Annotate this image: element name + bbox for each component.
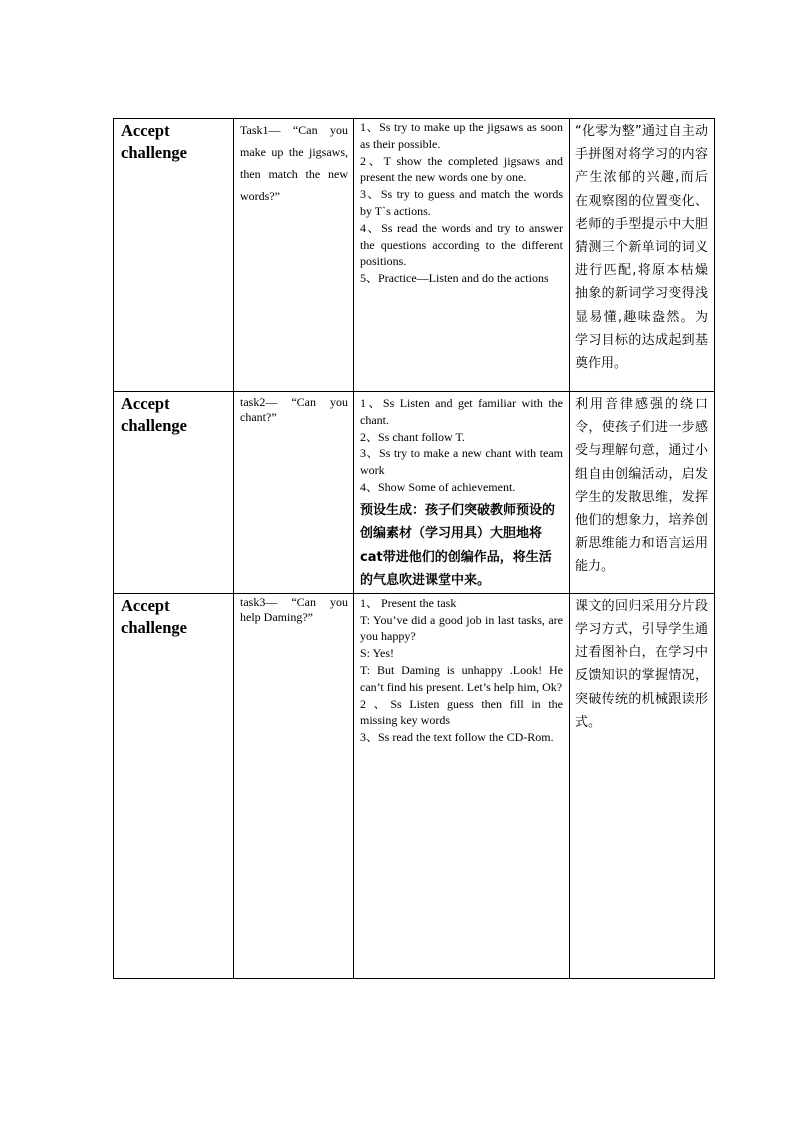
task-cell (234, 119, 354, 392)
step-item: 1、Ss try to make up the jigsaws as soon as their possible. (360, 120, 563, 151)
step-item: 3、Ss try to make a new chant with team work (360, 446, 563, 478)
design-intent: 课文的回归采用分片段学习方式，引导学生通过看图补白，在学习中反馈知识的掌握情况，突破传统的机械跟读形式。 (575, 598, 708, 730)
task-cell (234, 593, 354, 978)
step-item: T: You’ve did a good job in last tasks, are you happy? (360, 612, 563, 644)
step-item: T: But Daming is unhappy .Look! He can’t find his present. Let’s help him, Ok? (360, 662, 563, 694)
step-item: 2、Ss chant follow T. (360, 429, 465, 444)
table-row (114, 392, 715, 594)
lesson-plan-table (113, 118, 715, 979)
task-cell (234, 392, 354, 594)
steps-cell (354, 593, 570, 978)
stage-cell (114, 593, 234, 978)
reason-cell (570, 119, 715, 392)
step-item: 3、Ss try to guess and match the words by T`s actions. (360, 187, 563, 218)
reason-cell (570, 392, 715, 594)
task-title: task3— “Can you help Daming?” (240, 594, 348, 624)
step-item: 5、Practice—Listen and do the actions (360, 271, 549, 286)
step-item: 2、T show the completed jigsaws and present the new words one by one. (360, 153, 563, 185)
design-intent: “化零为整”通过自主动手拼图对将学习的内容产生浓郁的兴趣,而后在观察图的位置变化、老师的手型提示中大胆猜测三个新单词的词义进行匹配,将原本枯燥抽象的新词学习变得浅显易懂,趣味盎然。为学习目标的达成起到基奠作用。 (575, 124, 708, 372)
stage-label: Accept challenge (121, 121, 187, 162)
table-row (114, 119, 715, 392)
task-title: Task1— “Can you make up the jigsaws, then match the new words?” (240, 123, 348, 203)
steps-cell (354, 119, 570, 392)
step-item: 1、 Present the task (360, 595, 457, 610)
stage-cell (114, 392, 234, 594)
step-item: 2 、Ss Listen guess then fill in the missing key words (360, 696, 563, 728)
step-item: 4、Ss read the words and try to answer the questions according to the different positions. (360, 220, 563, 269)
stage-label: Accept challenge (121, 595, 187, 637)
design-intent: 利用音律感强的绕口令，使孩子们进一步感受与理解句意，通过小组自由创编活动，启发学生的发散思维，发挥他们的想象力，培养创新思维能力和语言运用能力。 (575, 397, 708, 575)
task-title: task2— “Can you chant?” (240, 395, 348, 424)
preset-outcome-note: 预设生成：孩子们突破教师预设的创编素材（学习用具）大胆地将cat带进他们的创编作品，将生活的气息吹进课堂中来。 (360, 502, 556, 589)
reason-cell (570, 593, 715, 978)
stage-cell (114, 119, 234, 392)
stage-label: Accept challenge (121, 394, 187, 435)
step-item: 3、Ss read the text follow the CD-Rom. (360, 730, 554, 745)
step-item: S: Yes! (360, 646, 395, 661)
step-item: 4、Show Some of achievement. (360, 479, 516, 494)
table-row (114, 593, 715, 978)
step-item: 1、Ss Listen and get familiar with the chant. (360, 396, 563, 427)
steps-cell (354, 392, 570, 594)
